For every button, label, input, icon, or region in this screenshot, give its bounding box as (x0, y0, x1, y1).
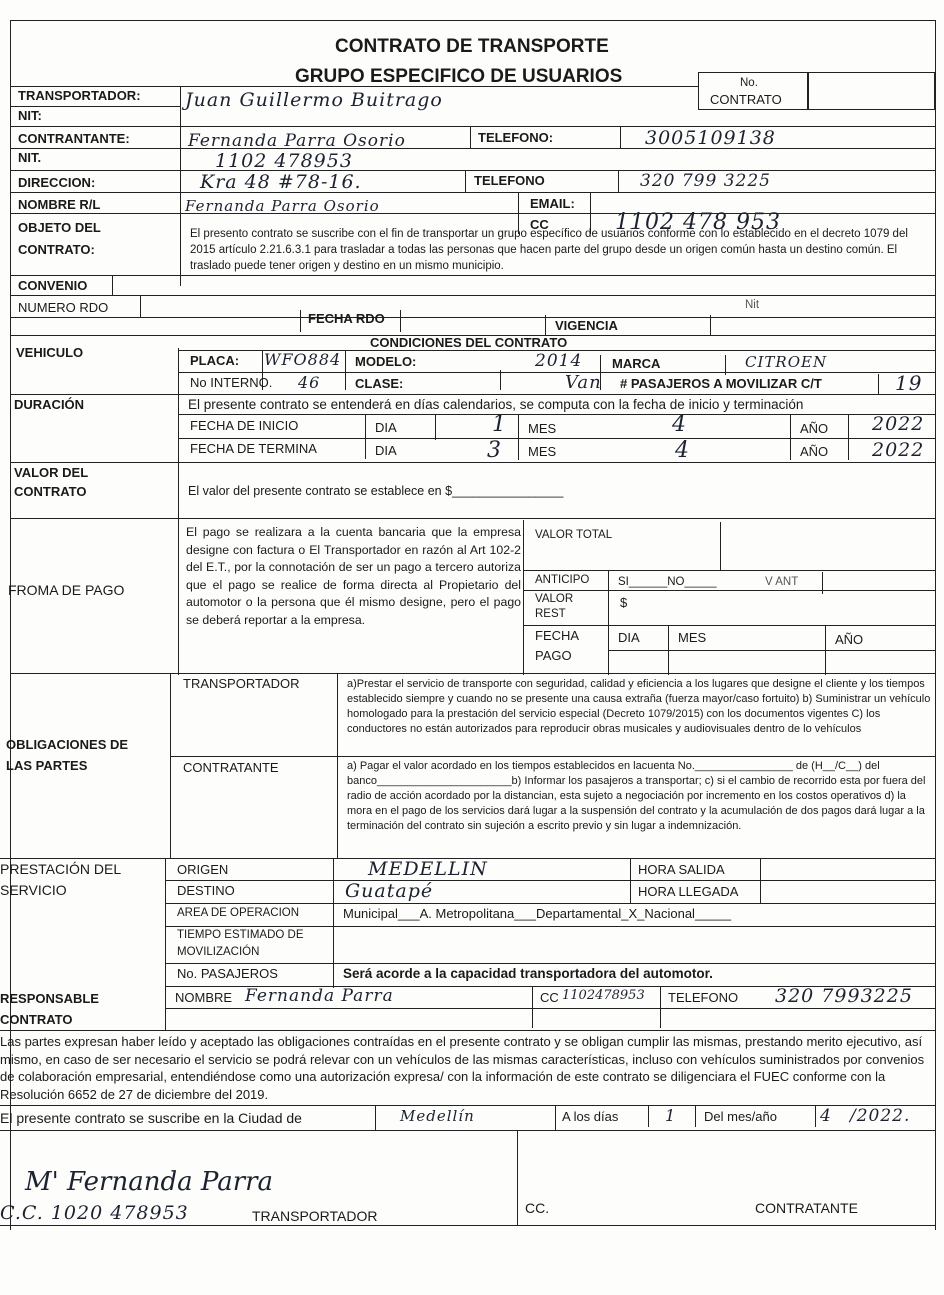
valor-label-2: CONTRATO (14, 484, 87, 499)
pago-dia-label: DIA (618, 630, 640, 645)
dias-value: 1 (665, 1106, 677, 1125)
nit2-label: NIT. (18, 150, 42, 165)
responsable-label-2: CONTRATO (0, 1012, 73, 1027)
termina-dia-label: DIA (375, 443, 397, 458)
contratante-signature-label: CONTRATANTE (755, 1200, 858, 1216)
condiciones-title: CONDICIONES DEL CONTRATO (370, 335, 568, 350)
frame-top (10, 20, 935, 21)
area-operacion-options[interactable]: Municipal___A. Metropolitana___Departamental_X_Nacional_____ (343, 906, 732, 921)
pago-ano-label: AÑO (835, 632, 864, 647)
inicio-dia-label: DIA (375, 420, 397, 435)
cc-label: CC (530, 217, 549, 232)
convenio-label: CONVENIO (18, 278, 88, 293)
interno-label: No INTERNO. (190, 375, 273, 390)
duracion-text: El presente contrato se entenderá en días calendarios, se computa con la fecha de inicio y terminación (188, 397, 804, 412)
interno-value: 46 (298, 373, 321, 392)
no-pasajeros-label: No. PASAJEROS (177, 966, 278, 981)
placa-value: WFO884 (264, 350, 342, 369)
no-pasajeros-text: Será acorde a la capacidad transportadora del automotor. (343, 966, 713, 981)
hora-llegada-label: HORA LLEGADA (638, 884, 739, 899)
document-subtitle: GRUPO ESPECIFICO DE USUARIOS (295, 66, 623, 87)
modelo-label: MODELO: (355, 354, 417, 369)
prestacion-label: PRESTACIÓN DEL (0, 861, 122, 877)
area-operacion-label: AREA DE OPERACION (177, 907, 300, 919)
clase-label: CLASE: (355, 376, 404, 391)
valor-text[interactable]: El valor del presente contrato se establece en $________________ (188, 484, 564, 498)
transportador-signature-label: TRANSPORTADOR (252, 1208, 378, 1224)
marca-label: MARCA (612, 356, 661, 371)
transportador-cc: C.C. 1020 478953 (0, 1202, 189, 1224)
transportador-label: TRANSPORTADOR: (18, 88, 141, 103)
termina-mes-value: 4 (675, 438, 690, 463)
transportador-value: Juan Guillermo Buitrago (185, 89, 443, 111)
origen-label: ORIGEN (177, 862, 229, 877)
document-title: CONTRATO DE TRANSPORTE (335, 36, 609, 57)
contract-no-label: No. (740, 77, 758, 89)
responsable-nombre-value: Fernanda Parra (245, 986, 394, 1006)
email-label: EMAIL: (530, 196, 575, 211)
direccion-label: DIRECCION: (18, 175, 96, 190)
forma-pago-text: El pago se realizara a la cuenta bancaria que la empresa designe con factura o El Transportador en razón al Art 102-2 del E.T., por la connotación de ser un pago a tercero autoriza que el pago se realice de forma directa al Propietario del automotor o la persona que él mismo designe, pero el pago se deberá reportar a la empresa. (186, 525, 521, 627)
cc-value: 1102 478 953 (615, 210, 781, 235)
anticipo-si-no[interactable]: SI______NO_____ (618, 576, 717, 588)
termina-mes-label: MES (528, 444, 557, 459)
nit-convenio-label: Nit (745, 299, 760, 311)
direccion-value: Kra 48 #78-16. (200, 171, 362, 193)
nit-label: NIT: (18, 108, 42, 123)
destino-value: Guatapé (345, 880, 434, 902)
fecha-rdo-label: FECHA RDO (308, 311, 385, 326)
contratante-cc-label: CC. (525, 1200, 550, 1216)
inicio-ano-value: 2022 (872, 413, 925, 435)
responsable-telefono-value: 320 7993225 (775, 985, 913, 1007)
vigencia-label: VIGENCIA (555, 318, 618, 333)
pasajeros-movilizar-label: # PASAJEROS A MOVILIZAR C/T (620, 376, 822, 391)
obligaciones-contratante-text: a) Pagar el valor acordado en los tiempos establecidos en lacuenta No.________________ de (H__/C__) del banco______________________b) Informar los pasajeros a transportar; c) si el cambio de recorrido esta por fuera del radio de acción acordado por la distancian, esta sujeto a negociación por incremento en los costos operativos d) la mora en el pago de los servicios dará lugar a la suspensión del contrato y la acumulación de dos pagos dará lugar a la terminación del contrato sin sujeción a escrito previo y sin lugar a indemnización. (347, 760, 926, 832)
closing-text: Las partes expresan haber leído y aceptado las obligaciones contraídas en el presente contrato y se obligan cumplir las mismas, prestando merito ejecutivo, así mismo, en caso de ser necesario el servicio se podrá relevar con un vehículos de las mismas características, incluso con vehículos suministrados por convenios de colaboración empresarial, entendiéndose como una autorización expresa/ con la información de este contrato se diligenciara el FUEC conforme con la Resolución 6652 de 27 de diciembre del 2019. (0, 1034, 925, 1102)
obligaciones-label-2: LAS PARTES (6, 758, 88, 773)
obligaciones-contratante-label: CONTRATANTE (183, 760, 279, 775)
nombre-rl-label: NOMBRE R/L (18, 197, 101, 212)
nombre-rl-value: Fernanda Parra Osorio (185, 197, 380, 215)
responsable-telefono-label: TELEFONO (668, 990, 739, 1005)
valor-total-label: VALOR TOTAL (535, 529, 613, 541)
obligaciones-transportador-label: TRANSPORTADOR (183, 676, 300, 691)
telefono-value: 3005109138 (645, 127, 776, 149)
telefono2-value: 320 799 3225 (640, 171, 771, 191)
fecha-pago-label: FECHA (535, 628, 580, 643)
fecha-termina-label: FECHA DE TERMINA (190, 441, 317, 456)
contratante-value: Fernanda Parra Osorio (188, 131, 406, 151)
dias-label: A los días (562, 1109, 619, 1124)
inicio-ano-label: AÑO (800, 421, 829, 436)
tiempo-estimado-label-2: MOVILIZACIÓN (177, 946, 260, 958)
termina-dia-value: 3 (487, 438, 502, 463)
inicio-dia-value: 1 (492, 412, 507, 437)
duracion-label: DURACIÓN (14, 397, 85, 412)
prestacion-label-2: SERVICIO (0, 882, 67, 898)
clase-value: Van (565, 372, 602, 393)
obligaciones-label: OBLIGACIONES DE (6, 737, 129, 752)
marca-value: CITROEN (745, 353, 828, 371)
placa-label: PLACA: (190, 353, 240, 368)
mes-value: 4 (820, 1106, 832, 1126)
objeto-label-2: CONTRATO: (18, 242, 95, 257)
origen-value: MEDELLIN (368, 858, 488, 880)
numero-rdo-label: NUMERO RDO (18, 300, 109, 315)
ciudad-value: Medellín (400, 1107, 475, 1125)
pasajeros-movilizar-value: 19 (895, 371, 923, 395)
fecha-inicio-label: FECHA DE INICIO (190, 418, 299, 433)
responsable-cc-value: 1102478953 (562, 988, 645, 1003)
nit2-value: 1102 478953 (215, 150, 353, 172)
mes-ano-label: Del mes/año (704, 1109, 777, 1124)
valor-rest-label: VALOR (535, 593, 574, 605)
inicio-mes-value: 4 (672, 412, 687, 437)
contratante-label: CONTRANTANTE: (18, 131, 130, 146)
inicio-mes-label: MES (528, 421, 557, 436)
obligaciones-transportador-text: a)Prestar el servicio de transporte con seguridad, calidad y eficiencia a los lugares que designe el cliente y los tiempos establecido siempre y cuando no se presente una causa extraña (fuerza mayor/caso fortuito) b) Suministrar un vehículo homologado para la prestación del servicio especial (Decreto 1079/2015) con los documentos vigentes C) los conductores no están autorizados para reproducir obras musicales y audiovisuales dentro de lo vehículos (347, 678, 931, 735)
telefono-label: TELEFONO: (478, 130, 554, 145)
responsable-cc-label: CC (540, 990, 559, 1005)
valor-rest-label-2: REST (535, 608, 566, 620)
termina-ano-label: AÑO (800, 444, 829, 459)
anticipo-label: ANTICIPO (535, 574, 590, 586)
ano-value: /2022. (850, 1106, 911, 1126)
responsable-nombre-label: NOMBRE (175, 990, 233, 1005)
hora-salida-label: HORA SALIDA (638, 862, 725, 877)
transportador-signature: M' Fernanda Parra (25, 1167, 274, 1197)
tiempo-estimado-label: TIEMPO ESTIMADO DE (177, 929, 304, 941)
valor-label: VALOR DEL (14, 465, 89, 480)
ciudad-label: El presente contrato se suscribe en la Ciudad de (0, 1110, 302, 1126)
fecha-pago-label-2: PAGO (535, 648, 572, 663)
valor-rest-symbol: $ (620, 595, 628, 610)
telefono2-label: TELEFONO (474, 173, 545, 188)
responsable-label: RESPONSABLE (0, 991, 99, 1006)
objeto-label: OBJETO DEL (18, 220, 101, 235)
destino-label: DESTINO (177, 883, 235, 898)
pago-mes-label: MES (678, 630, 707, 645)
vehiculo-label: VEHICULO (16, 345, 84, 360)
objeto-text: El presento contrato se suscribe con el fin de transportar un grupo específico de usuarios conforme con lo establecido en el decreto 1079 del 2015 artículo 2.21.6.3.1 para trasladar a todas las personas que hacen parte del grupo desde un origen común hasta un destino común. El traslado puede tener origen y destino en un mismo municipio. (190, 228, 908, 272)
contract-no-label-2: CONTRATO (710, 92, 782, 107)
modelo-value: 2014 (535, 351, 583, 371)
contract-number-field[interactable] (808, 72, 935, 110)
vant-label: V ANT (765, 576, 799, 588)
termina-ano-value: 2022 (872, 439, 925, 461)
forma-pago-label: FROMA DE PAGO (8, 582, 125, 598)
